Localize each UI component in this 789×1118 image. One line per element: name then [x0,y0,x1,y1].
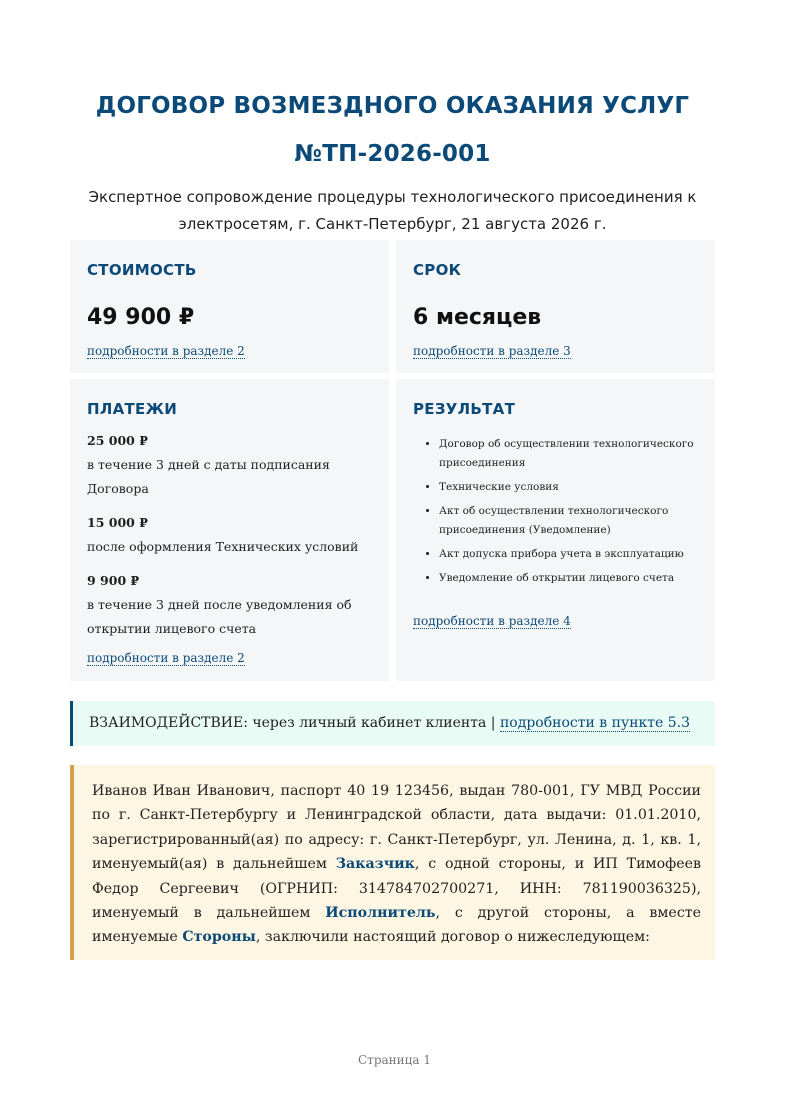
parties-paragraph [70,765,715,960]
cost-details-link[interactable]: подробности в разделе 2 [87,344,245,358]
payment-description: в течение 3 дней с даты подписания Договора [87,457,330,496]
contract-title: ДОГОВОР ВОЗМЕЗДНОГО ОКАЗАНИЯ УСЛУГ №ТП-2026-001 [95,93,690,167]
cost-heading: СТОИМОСТЬ [87,261,197,279]
term-heading: СРОК [413,261,462,279]
parties-text: Иванов Иван Иванович, паспорт 40 19 123456, выдан 780-001, ГУ МВД России по г. Санкт-Петербургу и Ленинградской области, дата выдачи: 01.01.2010, зарегистрированный(ая) по адресу: г. Санкт-Петербург, ул. Ленина, д. 1, кв. 1, именуемый(ая) в дальнейшем [92,783,701,873]
payments-details-link[interactable]: подробности в разделе 2 [87,651,245,665]
payment-description: после оформления Технических условий [87,539,359,554]
result-heading: РЕЗУЛЬТАТ [413,400,516,418]
result-item: • Уведомление об открытии лицевого счета [439,569,698,588]
parties-text: , с другой стороны, а вместе именуемые [92,905,702,946]
page-number: Страница 1 [358,1053,431,1067]
result-item: • Акт об осуществлении технологического присоединения (Уведомление) [439,502,698,540]
parties-term: Стороны [182,929,256,946]
payment-amount: 25 000 ₽ [87,433,148,448]
payment-description: в течение 3 дней после уведомления об открытии лицевого счета [87,597,352,636]
result-item: • Акт допуска прибора учета в эксплуатацию [439,545,698,564]
payments-heading: ПЛАТЕЖИ [87,400,178,418]
payments-list [87,433,372,641]
cost-card [70,240,389,373]
contractor-term: Исполнитель [325,905,436,922]
contract-subtitle: Экспертное сопровождение процедуры технологического присоединения к электросетям, г. Санкт-Петербург, 21 августа 2026 г. [88,188,697,233]
term-card [396,240,715,373]
result-item: • Технические условия [439,478,698,497]
term-details-link[interactable]: подробности в разделе 3 [413,344,571,358]
parties-text: , заключили настоящий договор о нижеследующем: [255,929,650,946]
cost-value: 49 900 ₽ [87,305,195,330]
result-list [413,435,698,588]
result-item: • Договор об осуществлении технологического присоединения [439,435,698,473]
term-value: 6 месяцев [413,305,542,330]
interaction-callout [70,701,715,746]
result-details-link[interactable]: подробности в разделе 4 [413,614,571,628]
payment-amount: 15 000 ₽ [87,515,148,530]
parties-text: , с одной стороны, и ИП Тимофеев Федор Сергеевич (ОГРНИП: 314784702700271, ИНН: 781190036325), именуемый в дальнейшем [92,856,701,922]
result-card [396,379,715,681]
interaction-details-link[interactable]: подробности в пункте 5.3 [499,715,691,731]
document-page [70,0,715,946]
interaction-label: ВЗАИМОДЕЙСТВИЕ: [89,715,248,731]
payment-amount: 9 900 ₽ [87,573,140,588]
interaction-text: через личный кабинет клиента | [247,715,500,731]
payments-card [70,379,389,681]
customer-term: Заказчик [335,856,415,873]
